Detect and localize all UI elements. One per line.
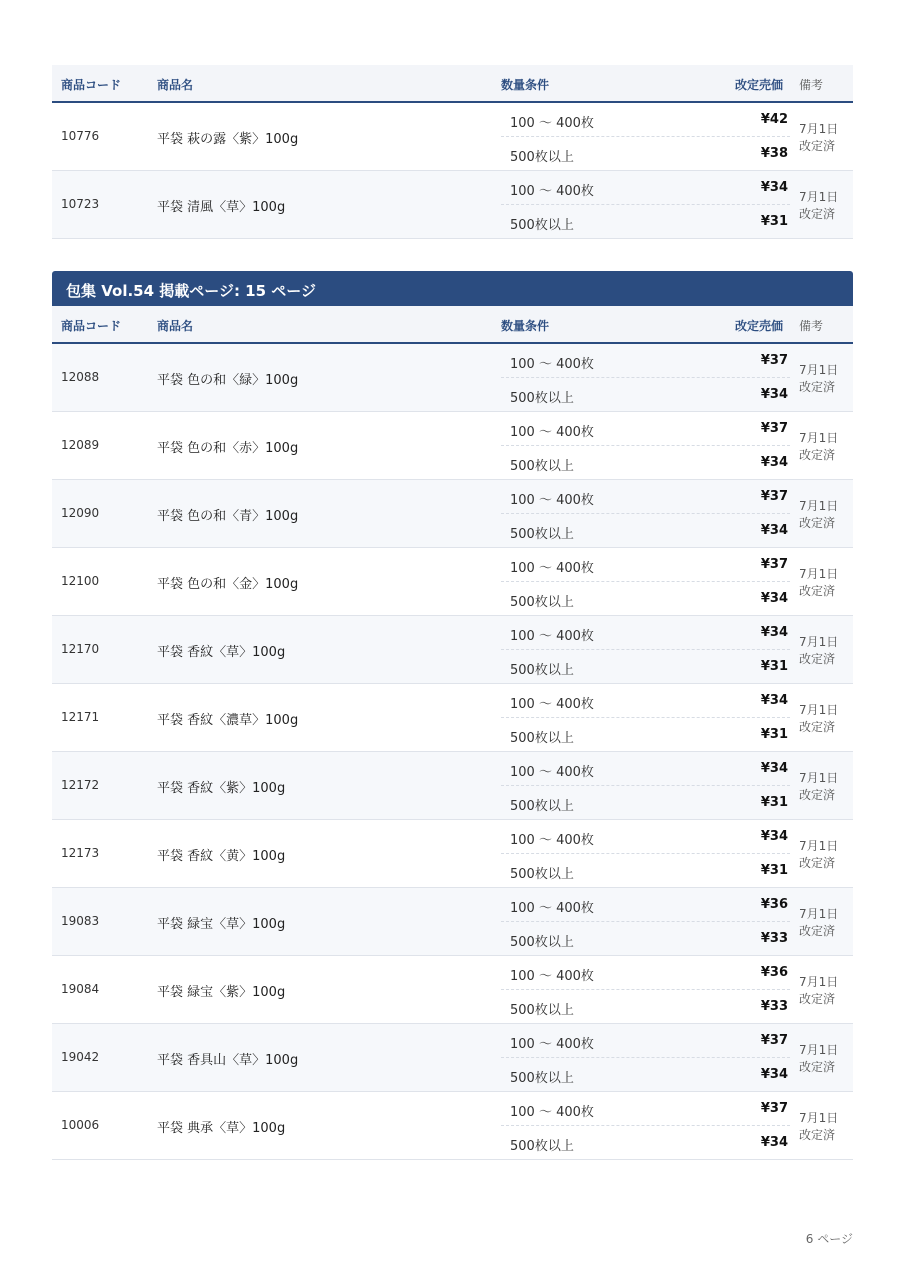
quantity-condition: 500枚以上	[510, 867, 574, 882]
remarks	[799, 1110, 838, 1144]
header-name: 商品名	[157, 78, 194, 92]
quantity-condition: 100 〜 400枚	[510, 116, 594, 131]
remarks-date: 7月1日	[799, 1043, 839, 1057]
revised-price: ¥31	[760, 863, 788, 878]
product-code: 12100	[61, 574, 100, 588]
product-code: 12088	[61, 370, 100, 384]
product-name: 平袋 香紋〈紫〉100g	[157, 781, 286, 796]
tier-row	[501, 718, 790, 751]
revised-price: ¥34	[760, 761, 788, 776]
table-row	[52, 171, 853, 239]
price-table-1	[52, 65, 853, 239]
revised-price: ¥37	[760, 421, 788, 436]
revised-price: ¥34	[760, 625, 788, 640]
page-number: 6 ページ	[805, 1232, 853, 1246]
tier-row	[501, 582, 790, 615]
tier-row	[501, 684, 790, 718]
tier-row	[501, 344, 790, 378]
quantity-condition: 100 〜 400枚	[510, 629, 594, 644]
quantity-condition: 100 〜 400枚	[510, 1037, 594, 1052]
revised-price: ¥37	[760, 1101, 788, 1116]
revised-price: ¥33	[760, 999, 788, 1014]
tier-row	[501, 786, 790, 819]
header-qty: 数量条件	[501, 319, 550, 333]
product-name: 平袋 緑宝〈紫〉100g	[157, 985, 286, 1000]
tier-row	[501, 412, 790, 446]
quantity-condition: 500枚以上	[510, 935, 574, 950]
quantity-condition: 100 〜 400枚	[510, 493, 594, 508]
tier-row	[501, 548, 790, 582]
header-name: 商品名	[157, 319, 194, 333]
product-code: 19083	[61, 914, 100, 928]
remarks-status: 改定済	[799, 207, 836, 221]
product-code: 19042	[61, 1050, 100, 1064]
revised-price: ¥31	[760, 659, 788, 674]
product-code: 12170	[61, 642, 100, 656]
tier-row	[501, 1024, 790, 1058]
remarks-date: 7月1日	[799, 771, 839, 785]
header-price: 改定売価	[734, 78, 783, 92]
table-header	[52, 65, 853, 103]
revised-price: ¥37	[760, 353, 788, 368]
remarks-status: 改定済	[799, 992, 836, 1006]
revised-price: ¥34	[760, 523, 788, 538]
revised-price: ¥38	[760, 146, 788, 161]
remarks	[799, 189, 838, 223]
revised-price: ¥31	[760, 727, 788, 742]
header-note: 備考	[799, 78, 824, 92]
revised-price: ¥34	[760, 1067, 788, 1082]
remarks-status: 改定済	[799, 652, 836, 666]
remarks	[799, 1042, 838, 1076]
product-name: 平袋 香紋〈黄〉100g	[157, 849, 286, 864]
tier-row	[501, 1126, 790, 1159]
revised-price: ¥36	[760, 897, 788, 912]
product-code: 10776	[61, 129, 100, 143]
remarks	[799, 566, 838, 600]
product-name: 平袋 色の和〈青〉100g	[157, 509, 299, 524]
remarks-date: 7月1日	[799, 363, 839, 377]
tier-row	[501, 378, 790, 411]
remarks	[799, 906, 838, 940]
quantity-condition: 500枚以上	[510, 527, 574, 542]
tier-row	[501, 888, 790, 922]
table-row	[52, 752, 853, 820]
product-name: 平袋 色の和〈赤〉100g	[157, 441, 299, 456]
product-name: 平袋 典承〈草〉100g	[157, 1121, 286, 1136]
quantity-condition: 100 〜 400枚	[510, 969, 594, 984]
remarks-date: 7月1日	[799, 431, 839, 445]
remarks	[799, 362, 838, 396]
table-row	[52, 548, 853, 616]
remarks-status: 改定済	[799, 584, 836, 598]
product-name: 平袋 香紋〈濃草〉100g	[157, 713, 299, 728]
quantity-condition: 100 〜 400枚	[510, 901, 594, 916]
table-row	[52, 820, 853, 888]
quantity-condition: 500枚以上	[510, 1003, 574, 1018]
tier-row	[501, 956, 790, 990]
remarks-status: 改定済	[799, 139, 836, 153]
tier-row	[501, 752, 790, 786]
quantity-condition: 500枚以上	[510, 731, 574, 746]
remarks	[799, 770, 838, 804]
product-name: 平袋 色の和〈緑〉100g	[157, 373, 299, 388]
remarks-date: 7月1日	[799, 190, 839, 204]
tier-row	[501, 854, 790, 887]
header-code: 商品コード	[61, 319, 122, 333]
remarks-date: 7月1日	[799, 975, 839, 989]
tier-row	[501, 446, 790, 479]
table-body	[52, 103, 853, 239]
remarks-status: 改定済	[799, 380, 836, 394]
remarks	[799, 838, 838, 872]
revised-price: ¥33	[760, 931, 788, 946]
tier-row	[501, 480, 790, 514]
product-code: 12089	[61, 438, 100, 452]
table-body	[52, 344, 853, 1160]
remarks-status: 改定済	[799, 448, 836, 462]
tier-row	[501, 990, 790, 1023]
product-name: 平袋 香具山〈草〉100g	[157, 1053, 299, 1068]
quantity-condition: 500枚以上	[510, 663, 574, 678]
quantity-condition: 100 〜 400枚	[510, 357, 594, 372]
tier-row	[501, 820, 790, 854]
remarks	[799, 121, 838, 155]
product-code: 12090	[61, 506, 100, 520]
header-price: 改定売価	[734, 319, 783, 333]
quantity-condition: 100 〜 400枚	[510, 184, 594, 199]
tier-row	[501, 1092, 790, 1126]
remarks-date: 7月1日	[799, 122, 839, 136]
quantity-condition: 100 〜 400枚	[510, 425, 594, 440]
product-code: 19084	[61, 982, 100, 996]
table-row	[52, 412, 853, 480]
product-name: 平袋 香紋〈草〉100g	[157, 645, 286, 660]
tier-row	[501, 1058, 790, 1091]
table-row	[52, 616, 853, 684]
revised-price: ¥34	[760, 693, 788, 708]
tier-row	[501, 514, 790, 547]
remarks-status: 改定済	[799, 856, 836, 870]
tier-row	[501, 922, 790, 955]
remarks-status: 改定済	[799, 788, 836, 802]
revised-price: ¥42	[760, 112, 788, 127]
price-table-2	[52, 306, 853, 1160]
product-code: 10006	[61, 1118, 100, 1132]
table-row	[52, 684, 853, 752]
revised-price: ¥34	[760, 1135, 788, 1150]
table-header	[52, 306, 853, 344]
remarks	[799, 634, 838, 668]
revised-price: ¥36	[760, 965, 788, 980]
revised-price: ¥31	[760, 214, 788, 229]
table-row	[52, 956, 853, 1024]
remarks-status: 改定済	[799, 516, 836, 530]
quantity-condition: 500枚以上	[510, 391, 574, 406]
tier-row	[501, 616, 790, 650]
product-name: 平袋 清風〈草〉100g	[157, 200, 286, 215]
remarks	[799, 702, 838, 736]
table-row	[52, 888, 853, 956]
table-row	[52, 103, 853, 171]
remarks-date: 7月1日	[799, 703, 839, 717]
revised-price: ¥37	[760, 1033, 788, 1048]
remarks-status: 改定済	[799, 1060, 836, 1074]
remarks-date: 7月1日	[799, 1111, 839, 1125]
tier-row	[501, 650, 790, 683]
remarks-date: 7月1日	[799, 839, 839, 853]
quantity-condition: 500枚以上	[510, 799, 574, 814]
product-name: 平袋 萩の露〈紫〉100g	[157, 132, 299, 147]
quantity-condition: 500枚以上	[510, 1139, 574, 1154]
quantity-condition: 100 〜 400枚	[510, 561, 594, 576]
quantity-condition: 500枚以上	[510, 1071, 574, 1086]
quantity-condition: 100 〜 400枚	[510, 697, 594, 712]
header-qty: 数量条件	[501, 78, 550, 92]
revised-price: ¥34	[760, 829, 788, 844]
remarks	[799, 498, 838, 532]
remarks-status: 改定済	[799, 720, 836, 734]
product-name: 平袋 緑宝〈草〉100g	[157, 917, 286, 932]
table-row	[52, 1092, 853, 1160]
revised-price: ¥34	[760, 387, 788, 402]
revised-price: ¥37	[760, 489, 788, 504]
remarks-date: 7月1日	[799, 635, 839, 649]
table-row	[52, 344, 853, 412]
product-name: 平袋 色の和〈金〉100g	[157, 577, 299, 592]
remarks-status: 改定済	[799, 924, 836, 938]
section-banner	[52, 271, 853, 306]
tier-row	[501, 205, 790, 238]
tier-row	[501, 137, 790, 170]
product-code: 12171	[61, 710, 100, 724]
quantity-condition: 500枚以上	[510, 218, 574, 233]
tier-row	[501, 171, 790, 205]
quantity-condition: 100 〜 400枚	[510, 833, 594, 848]
header-code: 商品コード	[61, 78, 122, 92]
quantity-condition: 100 〜 400枚	[510, 765, 594, 780]
revised-price: ¥31	[760, 795, 788, 810]
revised-price: ¥37	[760, 557, 788, 572]
quantity-condition: 500枚以上	[510, 150, 574, 165]
header-note: 備考	[799, 319, 824, 333]
quantity-condition: 100 〜 400枚	[510, 1105, 594, 1120]
remarks	[799, 430, 838, 464]
remarks-date: 7月1日	[799, 567, 839, 581]
product-code: 10723	[61, 197, 100, 211]
table-row	[52, 480, 853, 548]
remarks	[799, 974, 838, 1008]
tier-row	[501, 103, 790, 137]
table-row	[52, 1024, 853, 1092]
revised-price: ¥34	[760, 455, 788, 470]
remarks-date: 7月1日	[799, 907, 839, 921]
section-title: 包集 Vol.54 掲載ページ: 15 ページ	[66, 282, 316, 300]
quantity-condition: 500枚以上	[510, 459, 574, 474]
revised-price: ¥34	[760, 180, 788, 195]
product-code: 12172	[61, 778, 100, 792]
revised-price: ¥34	[760, 591, 788, 606]
quantity-condition: 500枚以上	[510, 595, 574, 610]
remarks-status: 改定済	[799, 1128, 836, 1142]
remarks-date: 7月1日	[799, 499, 839, 513]
product-code: 12173	[61, 846, 100, 860]
